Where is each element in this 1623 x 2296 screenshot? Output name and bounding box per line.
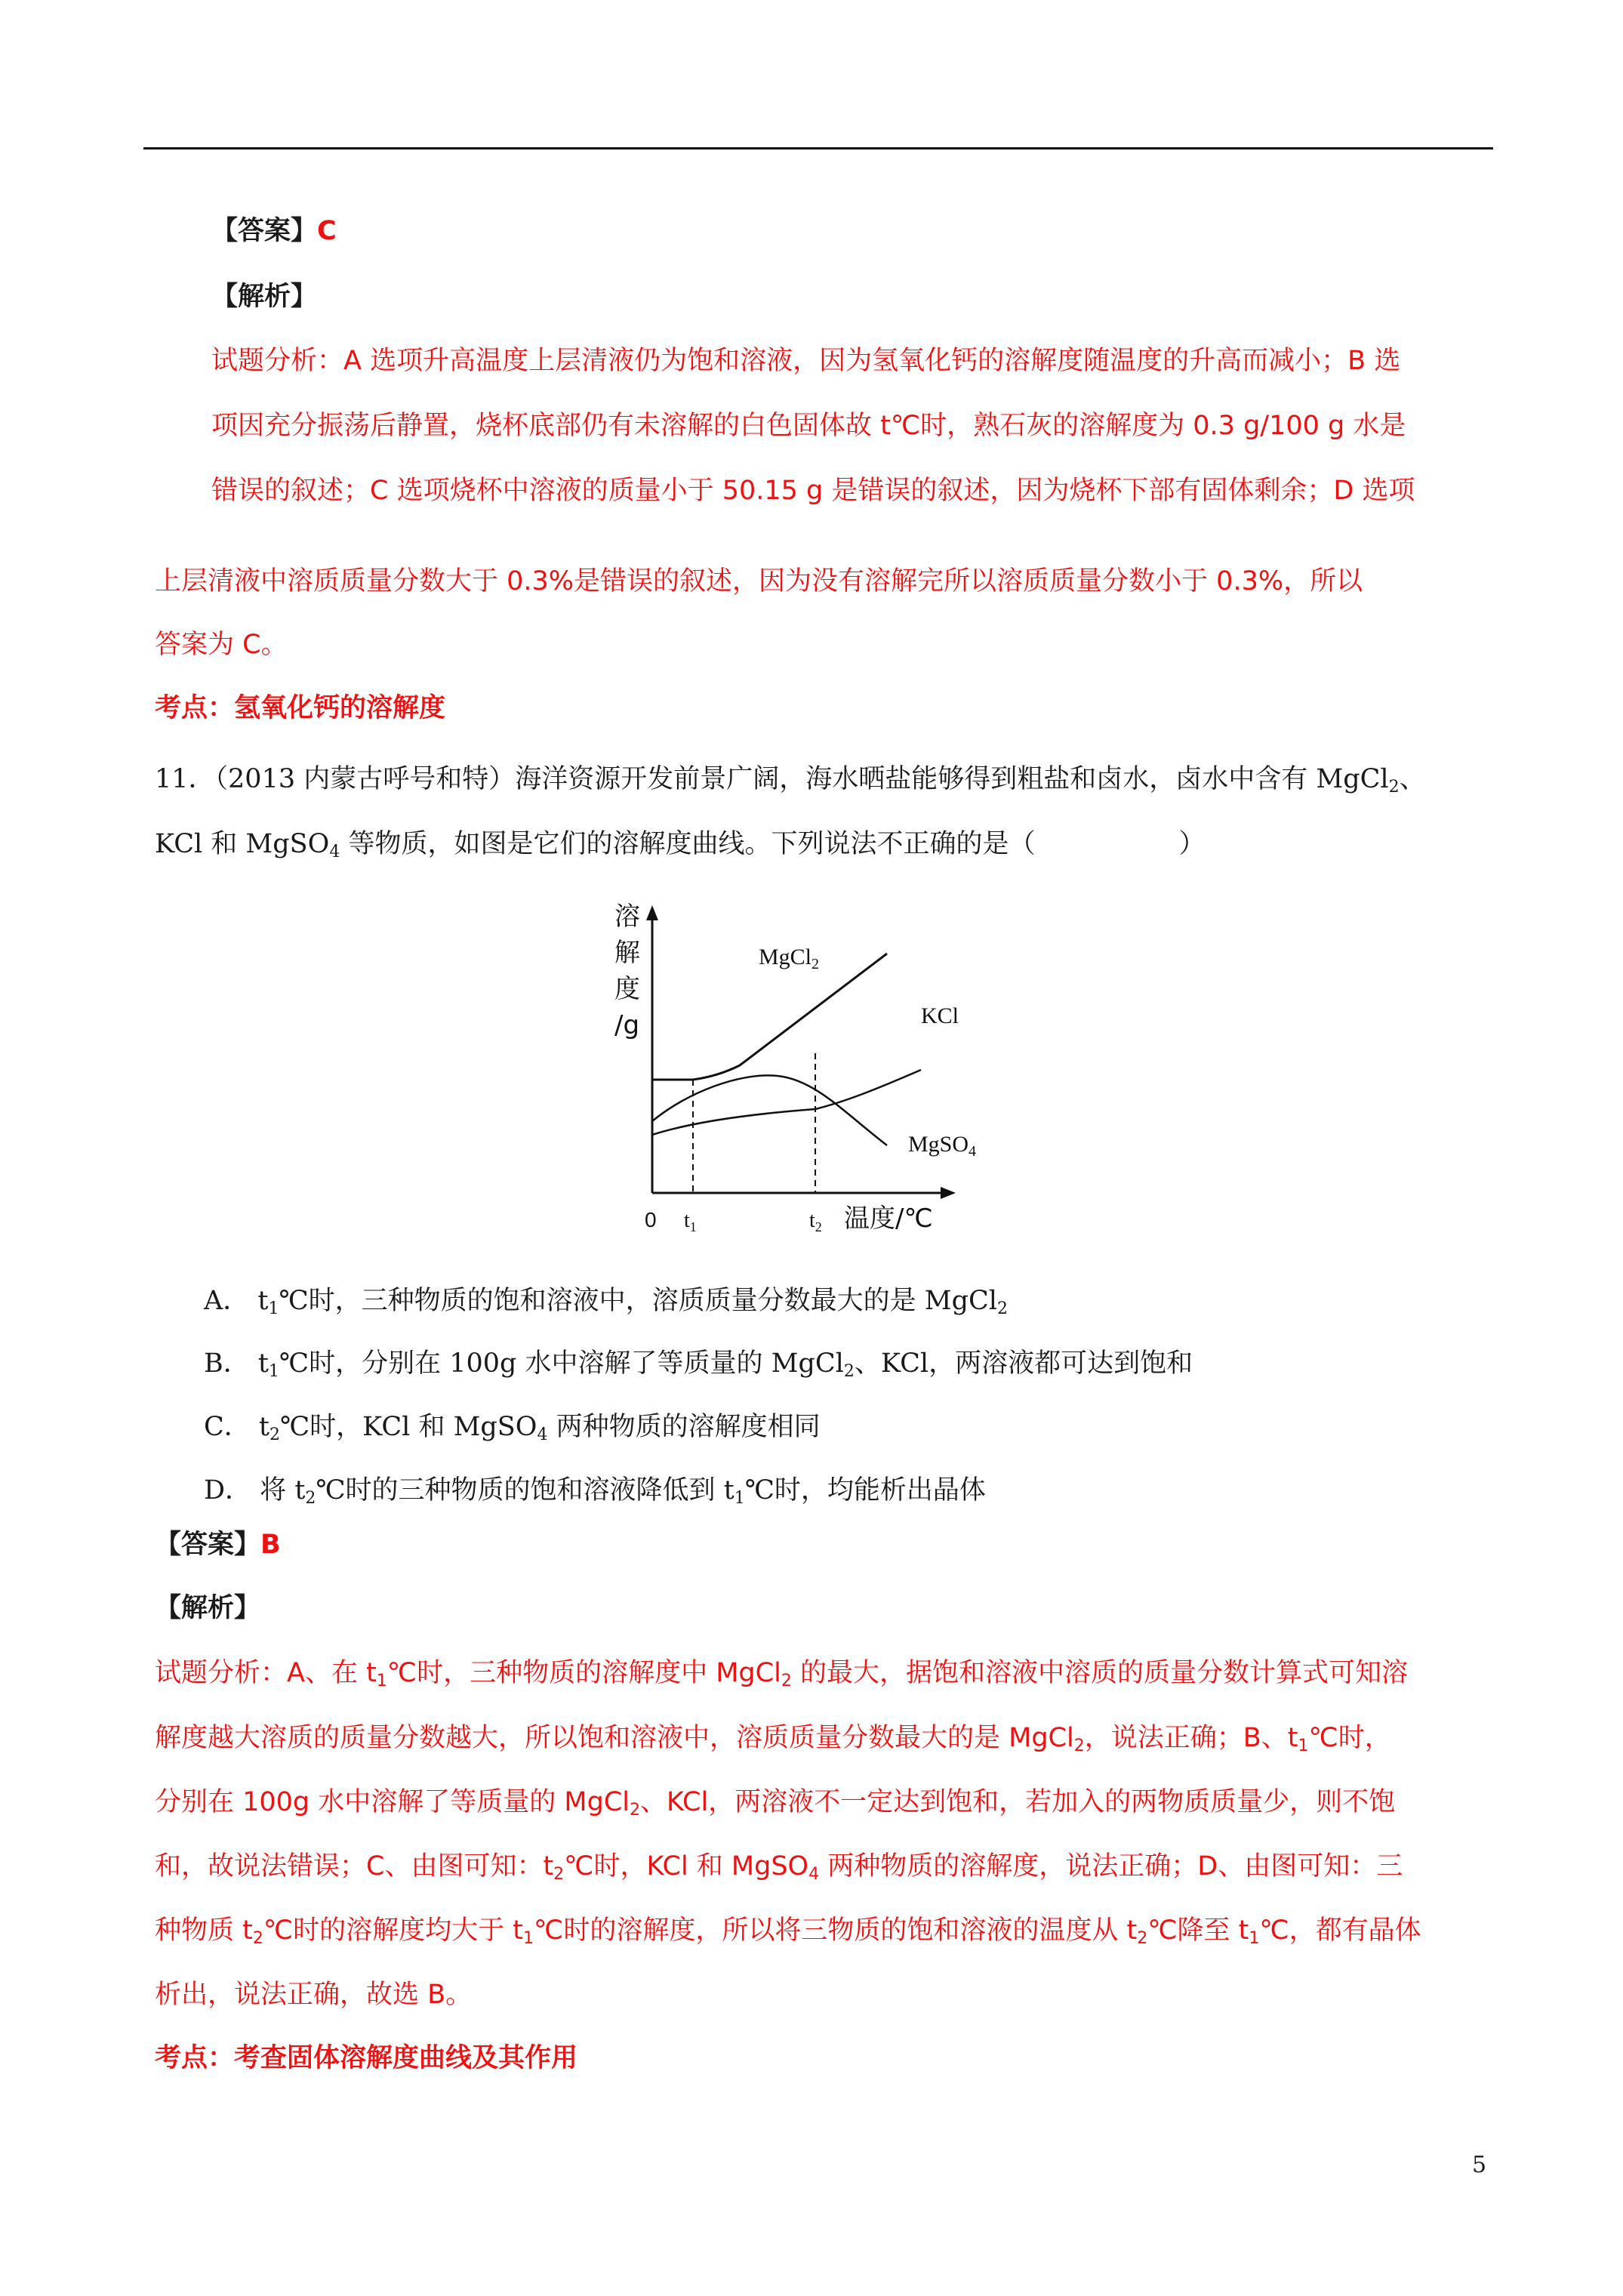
kaodian-2: 考点：考查固体溶解度曲线及其作用 <box>155 2043 578 2073</box>
analysis-2-line-2: 解度越大溶质的质量分数越大，所以饱和溶液中，溶质质量分数最大的是 MgCl$_2$，说法正确；B、$t_1℃$时， <box>155 1723 1391 1755</box>
curve-mgcl2 <box>652 954 887 1080</box>
label-kcl: KCl <box>921 1003 959 1028</box>
option-b: B． $t_1℃$时，分别在 100g 水中溶解了等质量的 MgCl$_2$、KCl，两溶液都可达到饱和 <box>204 1348 1193 1381</box>
tick-origin: 0 <box>645 1208 657 1231</box>
answer-value: B <box>260 1530 281 1560</box>
analysis-1-label: 【解析】 <box>211 282 318 312</box>
analysis-2-line-5: 种物质 $t_2℃$时的溶解度均大于 $t_1℃$时的溶解度，所以将三物质的饱和溶液的温度从 $t_2℃$降至 $t_1℃$，都有晶体 <box>155 1915 1421 1948</box>
option-a: A． $t_1℃$时，三种物质的饱和溶液中，溶质质量分数最大的是 MgCl$_2$ <box>204 1286 1008 1318</box>
label-mgcl2: MgCl$_2$ <box>759 945 820 972</box>
header-rule <box>143 147 1493 149</box>
analysis-1-line-4: 上层清液中溶质质量分数大于 0.3%是错误的叙述，因为没有溶解完所以溶质质量分数小于 0.3%，所以 <box>155 566 1363 596</box>
analysis-2-label: 【解析】 <box>155 1593 261 1623</box>
kaodian-1: 考点：氢氧化钙的溶解度 <box>155 693 446 723</box>
answer-2 <box>155 1525 281 1564</box>
y-axis-arrow <box>646 905 658 920</box>
ylabel-1: 溶 <box>614 901 640 932</box>
ylabel-4: /g <box>614 1010 640 1040</box>
option-d: D． 将 $t_2℃$时的三种物质的饱和溶液降低到 $t_1℃$时，均能析出晶体 <box>204 1475 986 1508</box>
answer-value: C <box>317 216 337 246</box>
solubility-chart <box>604 895 996 1250</box>
answer-label: 【答案】 <box>155 1530 261 1560</box>
analysis-2-line-6: 析出，说法正确，故选 B。 <box>155 1980 473 2010</box>
answer-label: 【答案】 <box>211 216 318 246</box>
ylabel-3: 度 <box>614 974 640 1004</box>
question-line-1: 11．（2013 内蒙古呼号和特）海洋资源开发前景广阔，海水晒盐能够得到粗盐和卤水，卤水中含有 MgCl$_2$、 <box>155 764 1426 797</box>
tick-t1: $t_1$ <box>684 1209 697 1234</box>
curve-mgso4 <box>652 1075 887 1145</box>
xlabel: 温度/℃ <box>844 1203 933 1234</box>
page-number: 5 <box>1472 2152 1487 2178</box>
analysis-1-line-3: 错误的叙述；C 选项烧杯中溶液的质量小于 50.15 g 是错误的叙述，因为烧杯下部有固体剩余；D 选项 <box>211 476 1415 506</box>
answer-1 <box>211 211 337 251</box>
analysis-2-line-3: 分别在 100g 水中溶解了等质量的 MgCl$_2$、KCl，两溶液不一定达到饱和，若加入的两物质质量少，则不饱 <box>155 1787 1396 1820</box>
analysis-2-line-1: 试题分析：A、在 $t_1℃$时，三种物质的溶解度中 MgCl$_2$ 的最大，据饱和溶液中溶质的质量分数计算式可知溶 <box>155 1658 1408 1690</box>
x-axis-arrow <box>941 1187 956 1199</box>
analysis-1-line-5: 答案为 C。 <box>155 630 288 660</box>
label-mgso4: MgSO$_4$ <box>908 1132 977 1160</box>
ylabel-2: 解 <box>614 938 640 968</box>
analysis-2-line-4: 和，故说法错误；C、由图可知：$t_2℃$时，KCl 和 MgSO$_4$ 两种物质的溶解度，说法正确；D、由图可知：三 <box>155 1851 1403 1884</box>
option-c: C． $t_2℃$时，KCl 和 MgSO$_4$ 两种物质的溶解度相同 <box>204 1412 821 1444</box>
tick-t2: $t_2$ <box>809 1209 822 1234</box>
analysis-1-line-2: 项因充分振荡后静置，烧杯底部仍有未溶解的白色固体故 t℃时，熟石灰的溶解度为 0.3 g/100 g 水是 <box>211 411 1406 441</box>
analysis-1-line-1: 试题分析：A 选项升高温度上层清液仍为饱和溶液，因为氢氧化钙的溶解度随温度的升高而减小；B 选 <box>211 346 1401 376</box>
question-line-2: KCl 和 MgSO$_4$ 等物质，如图是它们的溶解度曲线。下列说法不正确的是（ ） <box>155 829 1206 861</box>
